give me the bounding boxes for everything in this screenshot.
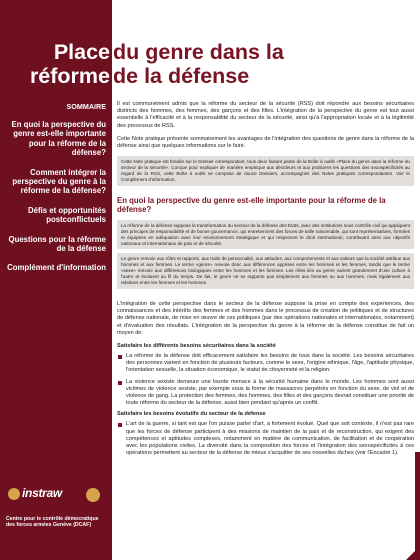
main-content xyxy=(117,101,414,461)
title-line1-right: du genre dans la xyxy=(113,40,284,64)
toolkit-note-box: Cette Note pratique est fondée sur le Dossier correspondant, tous deux faisant partie de la Boîte à outils «Place du genre dans la réforme du secteur de la sécurité». Conçue pour expliquer de manière empirique aux décideurs et aux praticiens les questions des sexospécificités au regard de la RSS, cette Boîte à outils se compose de douze Dossiers, accompagnés des Notes pratiques correspondantes. Voir le Complément d'information. xyxy=(117,156,414,186)
subheading-security-needs: Satisfaire les différents besoins sécuritaires dans la société xyxy=(117,343,276,350)
toc-item-questions[interactable]: Questions pour la réforme de la défense xyxy=(8,234,106,254)
title-line1-left: Place xyxy=(53,40,110,64)
title-line2-left: réforme xyxy=(29,64,110,88)
bullet-item xyxy=(117,379,414,408)
bullet-square-icon xyxy=(118,355,122,359)
section-paragraph: L'intégration de cette perspective dans le secteur de la défense suppose la prise en compte des expériences, des connaissances et des intérêts des femmes et des hommes dans le processus de création de politiques et de structures de défense nationale, de mise en œuvre de ces politiques (par des opérations nationales et internationales, notamment) et d'évaluation des résultats. L'intégration de la perspective du genre à la réforme de la défense constitue de fait un moyen de: xyxy=(117,301,414,336)
bullet-square-icon xyxy=(118,381,122,385)
bullet-square-icon xyxy=(118,423,122,427)
definition-box-defense-reform: La réforme de la défense suppose la transformation du secteur de la défense des États, avec des institutions sous contrôle civil qui appliquent des principes de responsabilité et de bonne gouvernance, qui entretiennent des forces de taille raisonnable, qui sont représentatives, formées et équipées en adéquation avec leur environnement stratégique et qui respectent le droit international, contribuant ainsi aux objectifs nationaux et internationaux de paix et de sécurité. xyxy=(117,220,414,250)
intro-paragraph: Il est communément admis que la réforme du secteur de la sécurité (RSS) doit répondre aux besoins sécuritaires distincts des hommes, des femmes, des garçons et des filles. L'intégration de la perspective du genre est tout aussi essentielle à l'efficacité et à la responsabilité du secteur de la sécurité, ainsi qu'à l'appropriation locale et à la légitimité des processus de RSS. xyxy=(117,101,414,129)
toc-item-importance[interactable]: En quoi la perspective du genre est-elle importante pour la réforme de la défense? xyxy=(11,120,106,158)
page-edge-tab xyxy=(415,452,420,560)
toc-item-further-info[interactable]: Complément d'information xyxy=(7,263,106,273)
stars-emblem-icon xyxy=(86,488,100,502)
bullet-text: La violence sexiste demeure une lourde menace à la sécurité humaine dans le monde. Les hommes sont aussi victimes de violence sexiste, par exemple sous la forme de massacres perpétrés en fonction du sexe, de viol et de violence de gang. La protection des femmes, des hommes, des filles et des garçons devrait constituer une priorité de toute réforme du secteur de la défense, aussi bien pendant qu'après un conflit. xyxy=(126,378,414,407)
toc-item-challenges[interactable]: Défis et opportunités postconflictuels xyxy=(28,205,106,225)
toc-heading: SOMMAIRE xyxy=(66,102,106,111)
bullet-item xyxy=(117,421,414,457)
section-heading: En quoi la perspective du genre est-elle importante pour la réforme de la défense? xyxy=(117,195,386,215)
subheading-evolving-needs: Satisfaire les besoins évolutifs du secteur de la défense xyxy=(117,411,266,418)
partner-logos xyxy=(8,484,108,506)
page-title xyxy=(0,40,420,88)
title-line2-right: de la défense xyxy=(113,64,250,88)
un-emblem-icon xyxy=(8,488,20,500)
definition-box-gender: Le genre renvoie aux rôles et rapports, aux traits de personnalité, aux attitudes, aux comportements et aux valeurs que la société attribue aux hommes et aux femmes. Le terme «genre» renvoie donc aux différences apprises entre les hommes et les femmes, tandis que le terme «sexe» renvoie aux différences biologiques entre les hommes et les femmes. Les rôles liés au genre varient grandement d'une culture à l'autre et évoluent au fil du temps. De fait, le genre ne se rapporte pas simplement aux femmes ou aux hommes, mais également aux relations entre les femmes et les hommes. xyxy=(117,253,414,289)
toc-item-integration[interactable]: Comment intégrer la perspective du genre à la réforme de la défense? xyxy=(12,167,106,196)
dcaf-label: Centre pour le contrôle démocratique des forces armées Genève (DCAF) xyxy=(6,516,99,529)
instraw-logo: instraw xyxy=(22,486,62,500)
bullet-text: L'art de la guerre, si tant est que l'on puisse parler d'art, a fortement évolué. Quel que soit contexte, il n'est pas rare que les forces de défense participent à des missions de maintien de la paix et de reconstruction, qui exigent des compétences et aptitudes complexes, notamment en matière de communication, de facilitation et de coopération avec les populations civiles. La diversité dans la composition des forces et l'intégration des sexospécificités à ces opérations permettent au secteur de la défense de mieux s'acquitter de ses nouvelles tâches (voir l'Encadré 1). xyxy=(126,421,414,457)
table-of-contents xyxy=(6,102,106,283)
bullet-item xyxy=(117,353,414,375)
page-corner-fold xyxy=(406,546,420,560)
bullet-text: La réforme de la défense doit efficacement satisfaire les besoins de tous dans la société. Les besoins sécuritaires des personnes varient en fonction de plusieurs facteurs, comme le sexe, l'origine ethnique, l'âge, l'aptitude physique, l'orientation sexuelle, la situation économique, le statut de citoyenneté et la religion. xyxy=(126,353,414,374)
intro-paragraph: Cette Note pratique présente sommairement les avantages de l'intégration des questions de genre dans la réforme de la défense ainsi que quelques informations sur le faire. xyxy=(117,135,414,150)
